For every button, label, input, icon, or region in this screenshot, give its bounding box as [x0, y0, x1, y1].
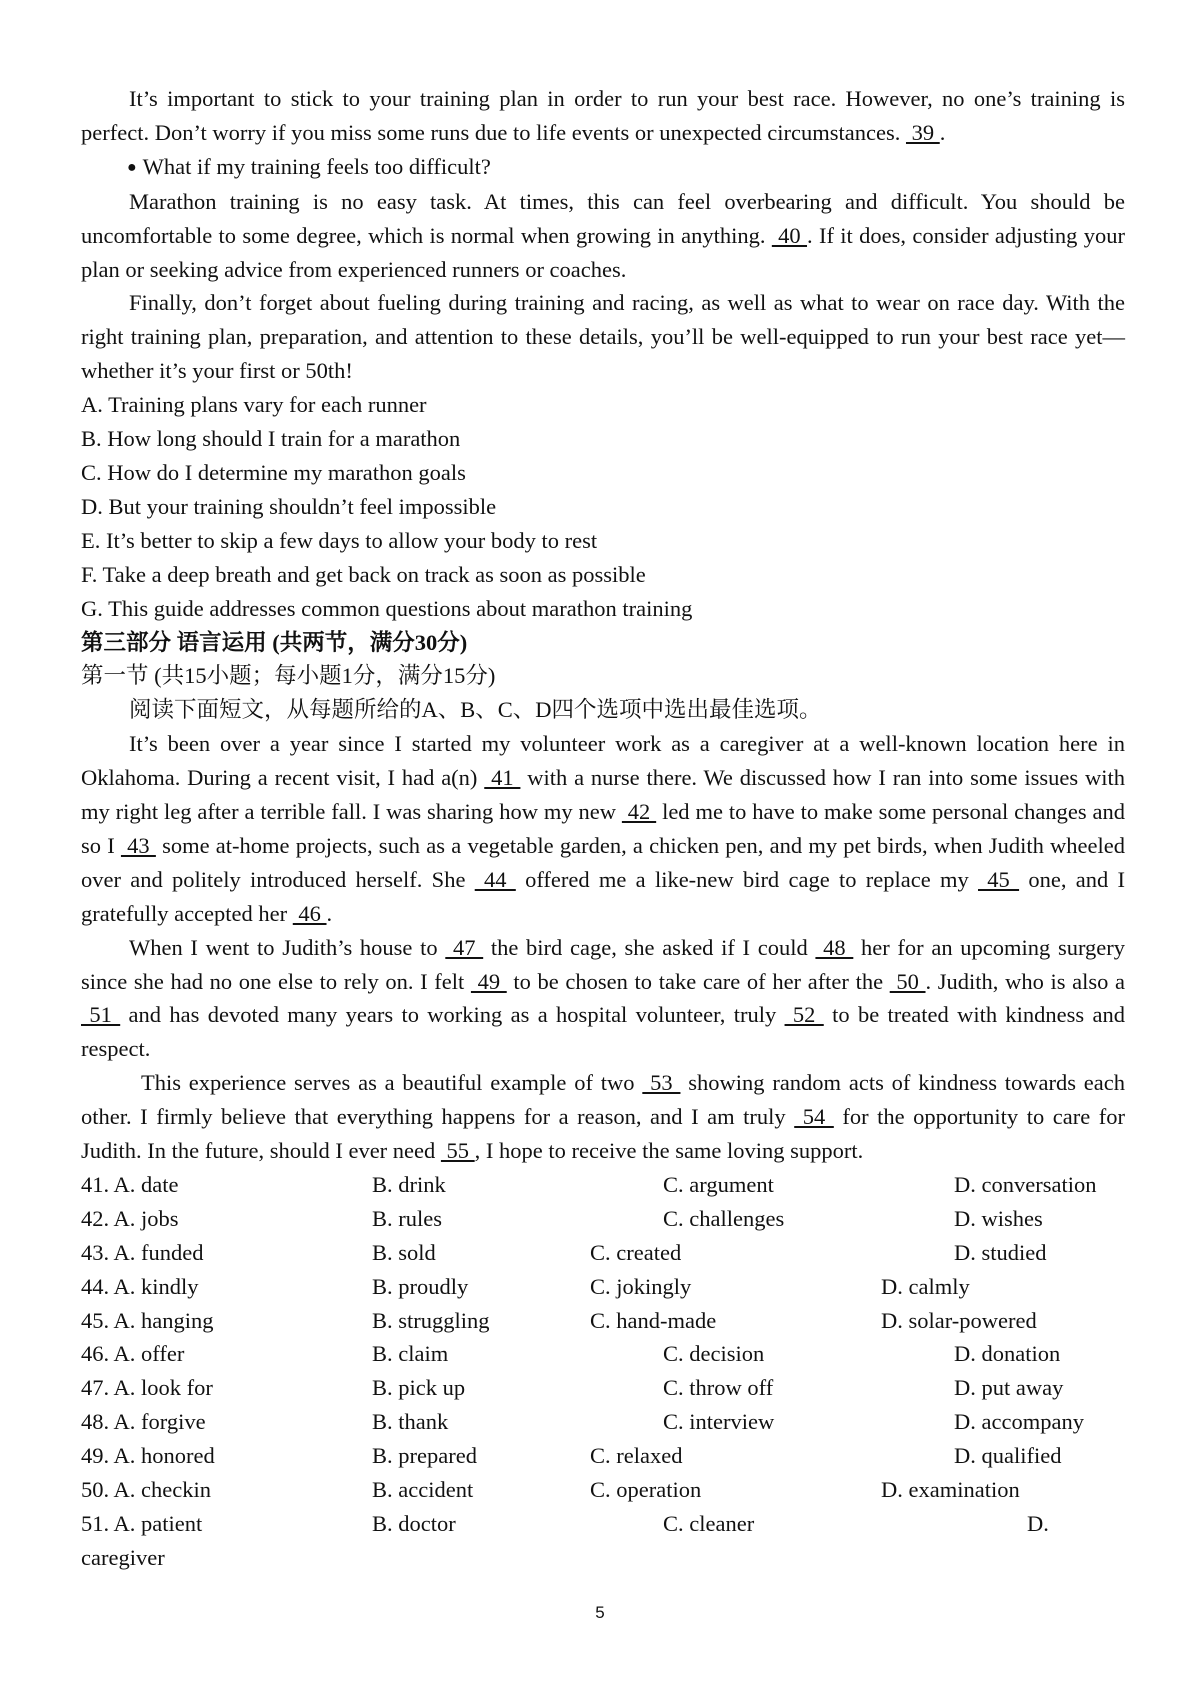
question-subheading: ● What if my training feels too difficult?	[127, 153, 491, 179]
blank-41: 41	[484, 765, 521, 791]
passage-paragraph-3: Finally, don’t forget about fueling during training and racing, as well as what to wear on race day. With the right training plan, preparation, and attention to these details, you’ll be well-equipped to run your best race yet—whether it’s your first or 50th!	[81, 290, 1125, 384]
answer-choices-table	[81, 1168, 1125, 1575]
blank-44: 44	[474, 866, 516, 892]
cloze-paragraph-2: When I went to Judith’s house to 47 the bird cage, she asked if I could 48 her for an upcoming surgery since she had no one else to rely on. I felt 49 to be chosen to take care of her after the 50 . Judith, who is also a 51 and has devoted many years to working as a hospital volunteer, truly 52 to be treated with kindness and respect.	[81, 934, 1126, 1062]
seven-choose-five-options	[81, 388, 1125, 625]
part-three-title: 第三部分 语言运用 (共两节，满分30分)	[81, 629, 468, 655]
blank-54: 54	[794, 1104, 834, 1130]
answer-row-43: 43. A. funded B. sold C. created D. studied	[81, 1239, 1047, 1265]
blank-50: 50	[889, 968, 926, 994]
option-b: B. How long should I train for a marathon	[81, 426, 461, 452]
answer-row-49: 49. A. honored B. prepared C. relaxed D. qualified	[81, 1443, 1062, 1469]
passage-paragraph-1: It’s important to stick to your training plan in order to run your best race. However, no one’s training is perfect. Don’t worry if you miss some runs due to life events or unexpected circumstances. 39 .	[81, 86, 1125, 145]
option-c: C. How do I determine my marathon goals	[81, 459, 466, 485]
answer-row-44: 44. A. kindly B. proudly C. jokingly D. calmly	[81, 1273, 970, 1299]
blank-48: 48	[815, 934, 854, 960]
answer-row-41: 41. A. date B. drink C. argument D. conversation	[81, 1172, 1097, 1197]
passage-paragraph-2: Marathon training is no easy task. At times, this can feel overbearing and difficult. You should be uncomfortable to some degree, which is normal when growing in anything. 40 . If it does, consider adjusting your plan or seeking advice from experienced runners or coaches.	[81, 188, 1125, 282]
blank-55: 55	[440, 1138, 475, 1164]
option-f: F. Take a deep breath and get back on track as soon as possible	[81, 561, 646, 587]
exam-page	[81, 82, 1125, 1575]
blank-52: 52	[784, 1002, 824, 1028]
blank-49: 49	[470, 968, 507, 994]
answer-row-42: 42. A. jobs B. rules C. challenges D. wishes	[81, 1205, 1043, 1231]
blank-42: 42	[621, 799, 657, 825]
answer-row-45: 45. A. hanging B. struggling C. hand-made D. solar-powered	[81, 1307, 1037, 1333]
bullet-icon: ●	[127, 158, 137, 176]
blank-53: 53	[642, 1070, 681, 1096]
blank-40: 40	[771, 222, 808, 248]
option-e: E. It’s better to skip a few days to allow your body to rest	[81, 527, 598, 553]
answer-row-50: 50. A. checkin B. accident C. operation D. examination	[81, 1477, 1020, 1503]
answer-row-46: 46. A. offer B. claim C. decision D. donation	[81, 1341, 1061, 1367]
blank-47: 47	[445, 934, 484, 960]
option-g: G. This guide addresses common questions about marathon training	[81, 595, 693, 621]
blank-43: 43	[120, 832, 156, 858]
answer-51-wrap: caregiver	[81, 1544, 165, 1570]
instruction-text: 阅读下面短文，从每题所给的A、B、C、D四个选项中选出最佳选项。	[129, 697, 822, 723]
blank-51: 51	[81, 1002, 121, 1028]
answer-row-47: 47. A. look for B. pick up C. throw off D. put away	[81, 1375, 1064, 1401]
blank-39: 39	[905, 119, 940, 145]
option-d: D. But your training shouldn’t feel impossible	[81, 493, 497, 519]
answer-row-51: 51. A. patient B. doctor C. cleaner D.	[81, 1510, 1049, 1536]
answer-row-48: 48. A. forgive B. thank C. interview D. accompany	[81, 1409, 1084, 1435]
cloze-paragraph-3: This experience serves as a beautiful example of two 53 showing random acts of kindness towards each other. I firmly believe that everything happens for a reason, and I am truly 54 for the opportunity to care for Judith. In the future, should I ever need 55 , I hope to receive the same loving support.	[81, 1070, 1126, 1164]
blank-45: 45	[978, 866, 1020, 892]
page-number: 5	[595, 1603, 605, 1622]
cloze-paragraph-1: It’s been over a year since I started my volunteer work as a caregiver at a well-known location here in Oklahoma. During a recent visit, I had a(n) 41 with a nurse there. We discussed how I ran into some issues with my right leg after a terrible fall. I was sharing how my new 42 led me to have to make some personal changes and so I 43 some at-home projects, such as a vegetable garden, a chicken pen, and my pet birds, when Judith wheeled over and politely introduced herself. She 44 offered me a like-new bird cage to replace my 45 one, and I gratefully accepted her 46 .	[81, 731, 1126, 926]
section-one-title: 第一节 (共15小题；每小题1分，满分15分)	[81, 663, 496, 689]
option-a: A. Training plans vary for each runner	[81, 392, 427, 418]
blank-46: 46	[292, 900, 327, 926]
